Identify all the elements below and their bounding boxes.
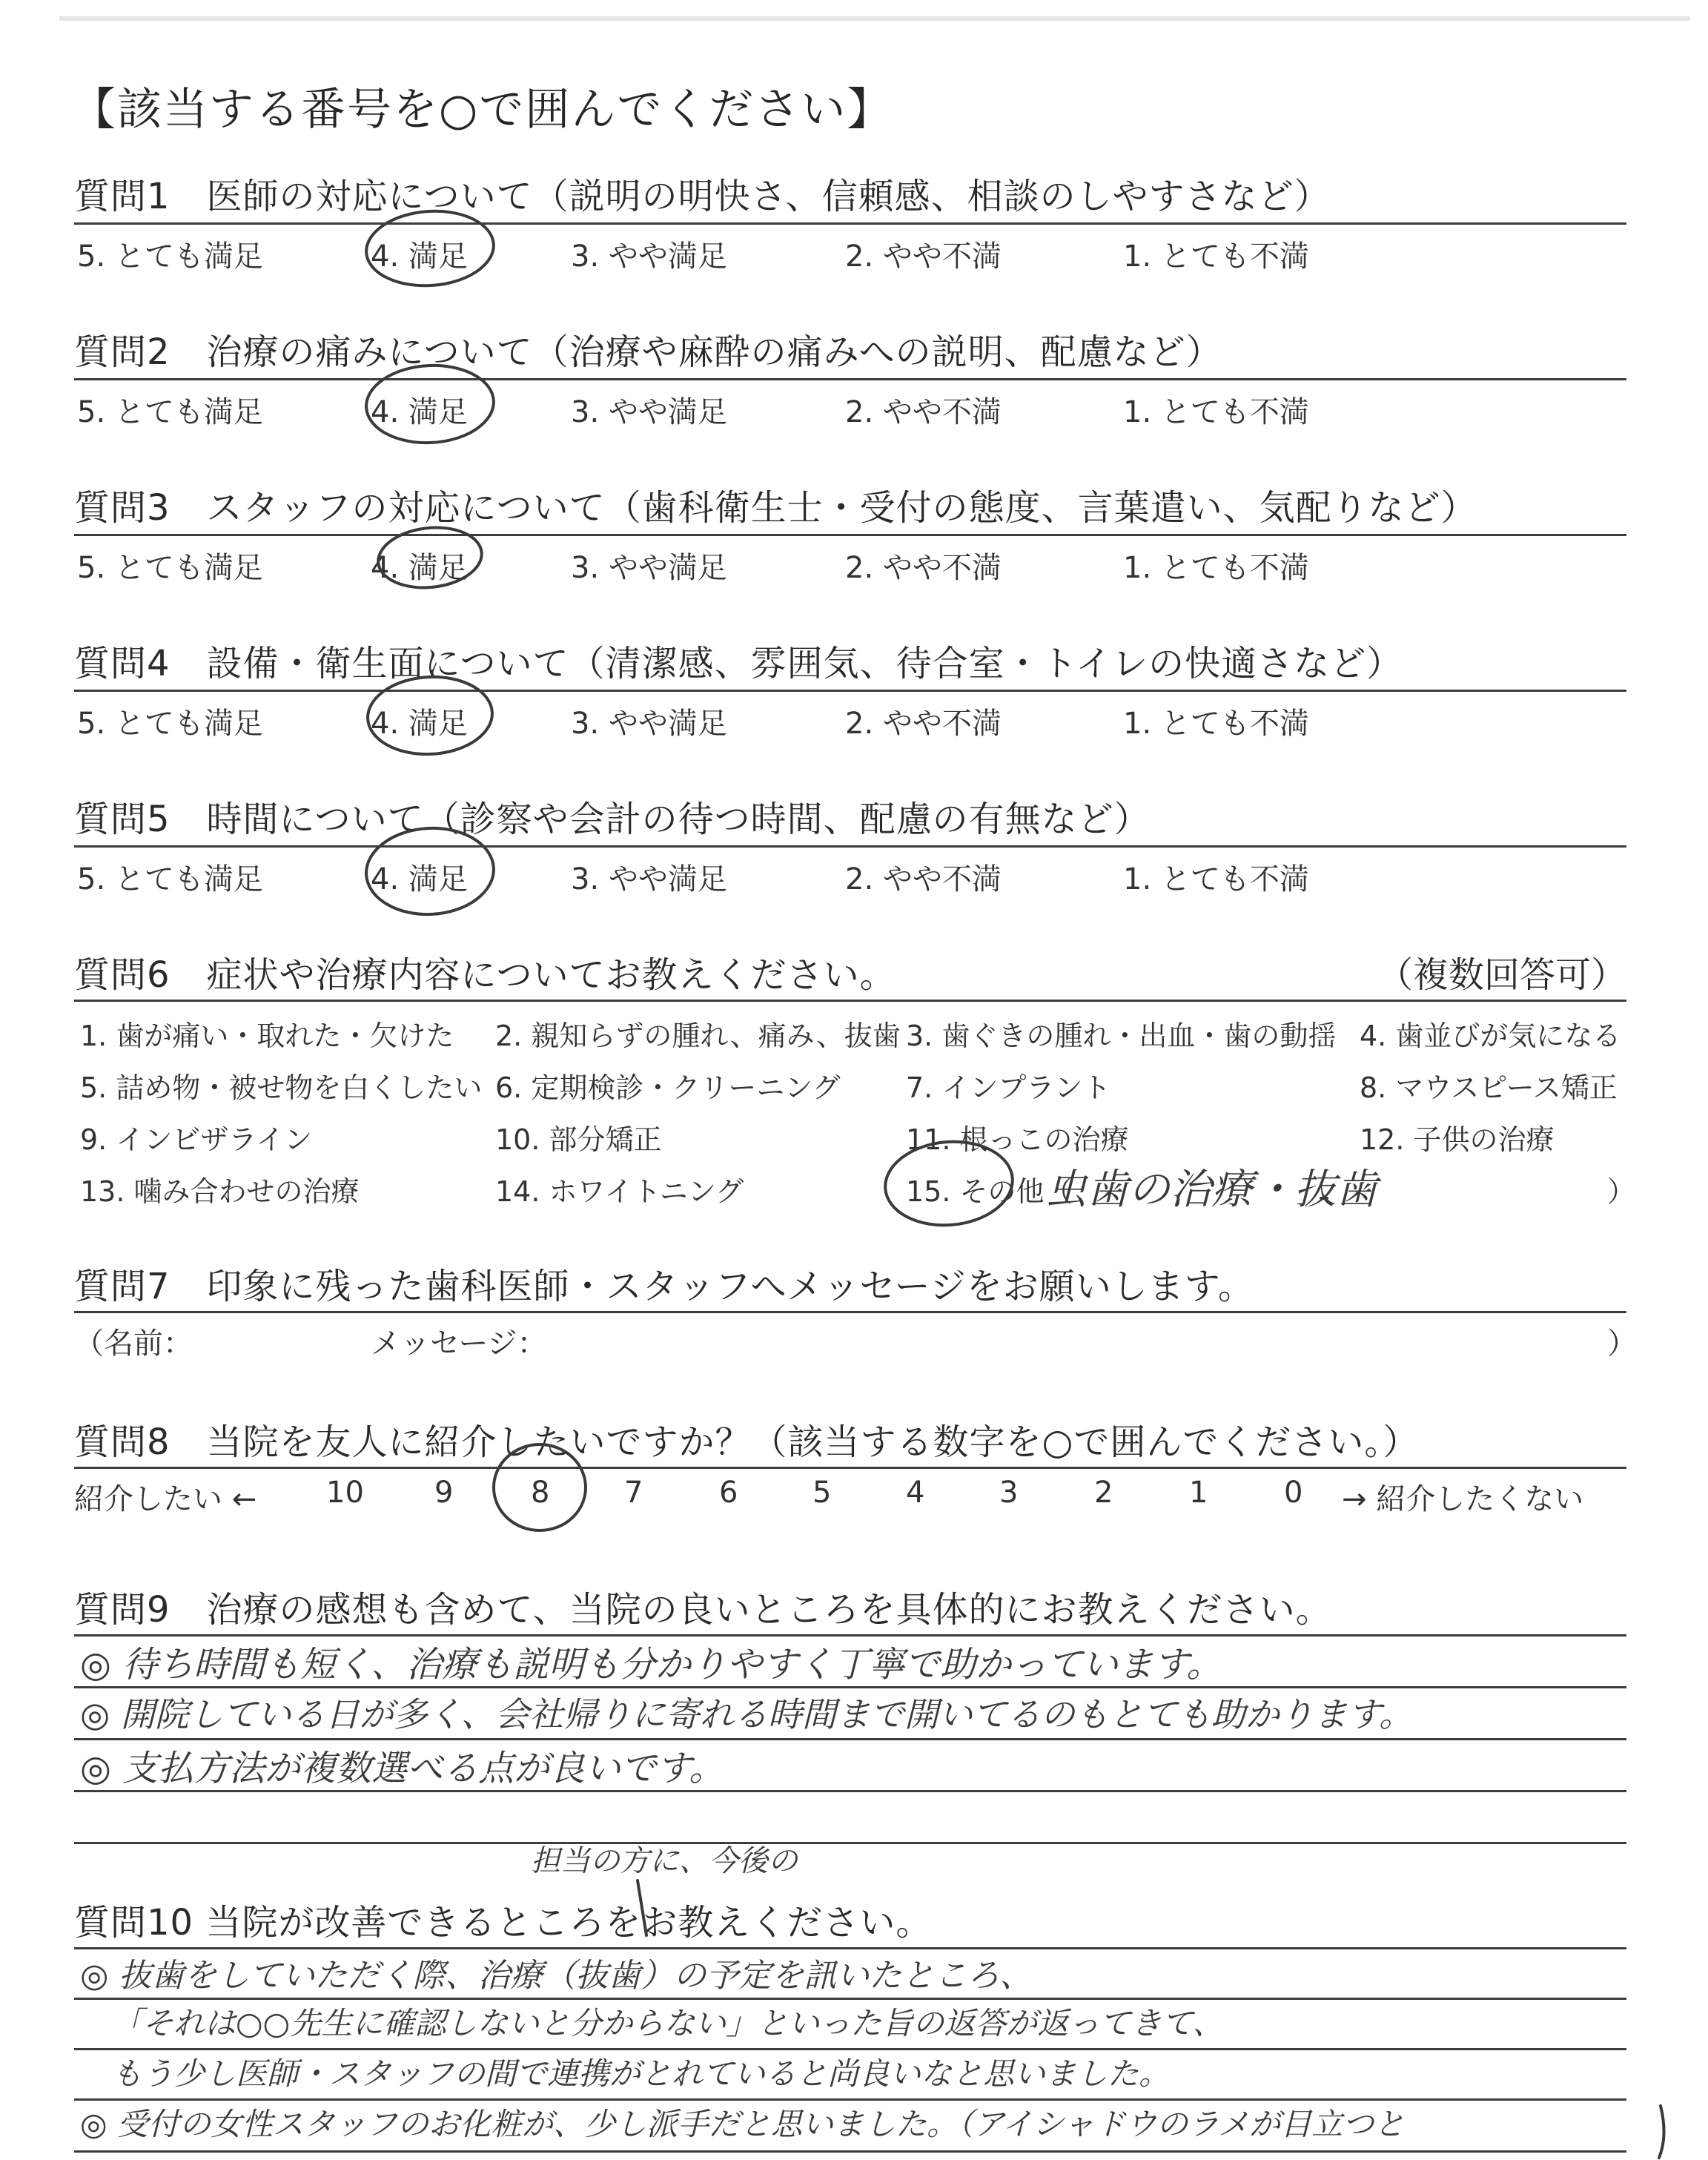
q1-option-2[interactable]: 2. やや不満 bbox=[845, 240, 1002, 274]
q8-number-10[interactable]: 10 bbox=[326, 1476, 364, 1510]
q6-option-10[interactable]: 10. 部分矯正 bbox=[495, 1123, 662, 1156]
rule bbox=[74, 378, 1626, 380]
q2-option-5[interactable]: 5. とても満足 bbox=[77, 395, 263, 429]
right-margin-mark bbox=[1659, 2106, 1664, 2158]
q6-multiple-note: （複数回答可） bbox=[1377, 954, 1626, 996]
q5-option-3[interactable]: 3. やや満足 bbox=[571, 862, 727, 896]
q8-number-2[interactable]: 2 bbox=[1094, 1476, 1113, 1510]
question-9: 質問9 治療の感想も含めて、当院の良いところを具体的にお教えください。 bbox=[74, 1589, 1332, 1631]
q8-number-9[interactable]: 9 bbox=[434, 1476, 454, 1510]
q2-option-3[interactable]: 3. やや満足 bbox=[571, 395, 727, 429]
question-6: 質問6 症状や治療内容についてお教えください。 bbox=[74, 954, 896, 996]
q7-name-label[interactable]: （名前： bbox=[74, 1327, 193, 1361]
q6-option-1[interactable]: 1. 歯が痛い・取れた・欠けた bbox=[80, 1020, 454, 1052]
q5-option-4[interactable]: 4. 満足 bbox=[371, 862, 468, 896]
q5-option-2[interactable]: 2. やや不満 bbox=[845, 862, 1002, 896]
q6-option-15-close: ） bbox=[1607, 1175, 1636, 1208]
q8-right-label: → 紹介したくない bbox=[1342, 1482, 1584, 1516]
question-2: 質問2 治療の痛みについて（治療や麻酔の痛みへの説明、配慮など） bbox=[74, 331, 1222, 373]
q9-answer-1: ◎ 待ち時間も短く、治療も説明も分かりやすく丁寧で助かっています。 bbox=[80, 1644, 1222, 1685]
q4-option-1[interactable]: 1. とても不満 bbox=[1123, 707, 1309, 741]
rule bbox=[74, 845, 1626, 848]
question-3: 質問3 スタッフの対応について（歯科衛生士・受付の態度、言葉遣い、気配りなど） bbox=[74, 487, 1477, 529]
q6-option-4[interactable]: 4. 歯並びが気になる bbox=[1360, 1020, 1621, 1052]
question-10: 質問10 当院が改善できるところをお教えください。 bbox=[74, 1902, 933, 1943]
q8-number-3[interactable]: 3 bbox=[999, 1476, 1019, 1510]
q7-message-label[interactable]: メッセージ： bbox=[371, 1327, 547, 1361]
rule bbox=[74, 2150, 1626, 2153]
q3-option-4[interactable]: 4. 満足 bbox=[371, 551, 468, 585]
q6-other-handwritten: 虫歯の治療・抜歯 bbox=[1045, 1166, 1377, 1214]
question-7: 質問7 印象に残った歯科医師・スタッフへメッセージをお願いします。 bbox=[74, 1266, 1254, 1307]
q1-option-4[interactable]: 4. 満足 bbox=[371, 240, 468, 274]
q10-answer-4: ◎ 受付の女性スタッフのお化粧が、少し派手だと思いました。（アイシャドウのラメが目立つと bbox=[80, 2106, 1406, 2142]
question-4: 質問4 設備・衛生面について（清潔感、雰囲気、待合室・トイレの快適さなど） bbox=[74, 643, 1403, 684]
q8-number-8[interactable]: 8 bbox=[531, 1476, 550, 1510]
q3-option-2[interactable]: 2. やや不満 bbox=[845, 551, 1002, 585]
rule bbox=[74, 222, 1626, 225]
q8-number-0[interactable]: 0 bbox=[1284, 1476, 1303, 1510]
q3-option-3[interactable]: 3. やや満足 bbox=[571, 551, 727, 585]
q8-number-7[interactable]: 7 bbox=[624, 1476, 643, 1510]
rule bbox=[74, 534, 1626, 536]
form-header: 【該当する番号を○で囲んでください】 bbox=[71, 84, 893, 136]
q8-left-label: 紹介したい ← bbox=[74, 1482, 257, 1516]
q1-option-5[interactable]: 5. とても満足 bbox=[77, 240, 263, 274]
q10-answer-1: ◎ 抜歯をしていただく際、治療（抜歯）の予定を訊いたところ、 bbox=[80, 1957, 1033, 1995]
q10-answer-3: もう少し医師・スタッフの間で連携がとれていると尚良いなと思いました。 bbox=[111, 2055, 1171, 2092]
rule bbox=[74, 690, 1626, 692]
q1-option-1[interactable]: 1. とても不満 bbox=[1123, 240, 1309, 274]
rule bbox=[74, 1790, 1626, 1792]
q4-option-3[interactable]: 3. やや満足 bbox=[571, 707, 727, 741]
q8-number-4[interactable]: 4 bbox=[906, 1476, 925, 1510]
q8-number-6[interactable]: 6 bbox=[719, 1476, 738, 1510]
q6-option-7[interactable]: 7. インプラント bbox=[906, 1071, 1111, 1104]
q6-option-2[interactable]: 2. 親知らずの腫れ、痛み、抜歯 bbox=[495, 1020, 901, 1052]
q8-number-1[interactable]: 1 bbox=[1189, 1476, 1208, 1510]
question-8: 質問8 当院を友人に紹介したいですか？（該当する数字を○で囲んでください。） bbox=[74, 1421, 1420, 1463]
q4-option-2[interactable]: 2. やや不満 bbox=[845, 707, 1002, 741]
q10-answer-2: 「それは○○先生に確認しないと分からない」といった旨の返答が返ってきて、 bbox=[111, 2005, 1224, 2041]
q3-option-5[interactable]: 5. とても満足 bbox=[77, 551, 263, 585]
q2-option-1[interactable]: 1. とても不満 bbox=[1123, 395, 1309, 429]
q9-answer-2: ◎ 開院している日が多く、会社帰りに寄れる時間まで開いてるのもとても助かります。 bbox=[80, 1694, 1414, 1734]
q4-option-4[interactable]: 4. 満足 bbox=[371, 707, 468, 741]
q2-option-2[interactable]: 2. やや不満 bbox=[845, 395, 1002, 429]
q4-option-5[interactable]: 5. とても満足 bbox=[77, 707, 263, 741]
q2-option-4[interactable]: 4. 満足 bbox=[371, 395, 468, 429]
q5-option-1[interactable]: 1. とても不満 bbox=[1123, 862, 1309, 896]
q3-option-1[interactable]: 1. とても不満 bbox=[1123, 551, 1309, 585]
q6-option-3[interactable]: 3. 歯ぐきの腫れ・出血・歯の動揺 bbox=[906, 1020, 1337, 1052]
q6-option-8[interactable]: 8. マウスピース矯正 bbox=[1360, 1071, 1618, 1104]
q6-option-12[interactable]: 12. 子供の治療 bbox=[1360, 1123, 1555, 1156]
scan-edge bbox=[59, 16, 1690, 21]
q5-option-5[interactable]: 5. とても満足 bbox=[77, 862, 263, 896]
q6-option-11[interactable]: 11. 根っこの治療 bbox=[906, 1123, 1129, 1156]
q9-answer-3: ◎ 支払方法が複数選べる点が良いです。 bbox=[80, 1748, 725, 1789]
q6-option-14[interactable]: 14. ホワイトニング bbox=[495, 1175, 744, 1208]
question-1: 質問1 医師の対応について（説明の明快さ、信頼感、相談のしやすさなど） bbox=[74, 176, 1331, 217]
question-5: 質問5 時間について（診察や会計の待つ時間、配慮の有無など） bbox=[74, 799, 1151, 840]
q6-option-6[interactable]: 6. 定期検診・クリーニング bbox=[495, 1071, 841, 1104]
q6-option-9[interactable]: 9. インビザライン bbox=[80, 1123, 313, 1156]
rule bbox=[74, 1842, 1626, 1844]
q6-option-13[interactable]: 13. 噛み合わせの治療 bbox=[80, 1175, 360, 1208]
q6-option-5[interactable]: 5. 詰め物・被せ物を白くしたい bbox=[80, 1071, 483, 1104]
q10-insert: 担当の方に、今後の bbox=[531, 1844, 798, 1878]
rule bbox=[74, 1467, 1626, 1469]
rule bbox=[74, 1000, 1626, 1002]
q8-number-5[interactable]: 5 bbox=[812, 1476, 832, 1510]
q6-option-15[interactable]: 15. その他（ bbox=[906, 1175, 1073, 1208]
q1-option-3[interactable]: 3. やや満足 bbox=[571, 240, 727, 274]
rule bbox=[74, 1311, 1626, 1313]
q7-close: ） bbox=[1607, 1327, 1637, 1361]
